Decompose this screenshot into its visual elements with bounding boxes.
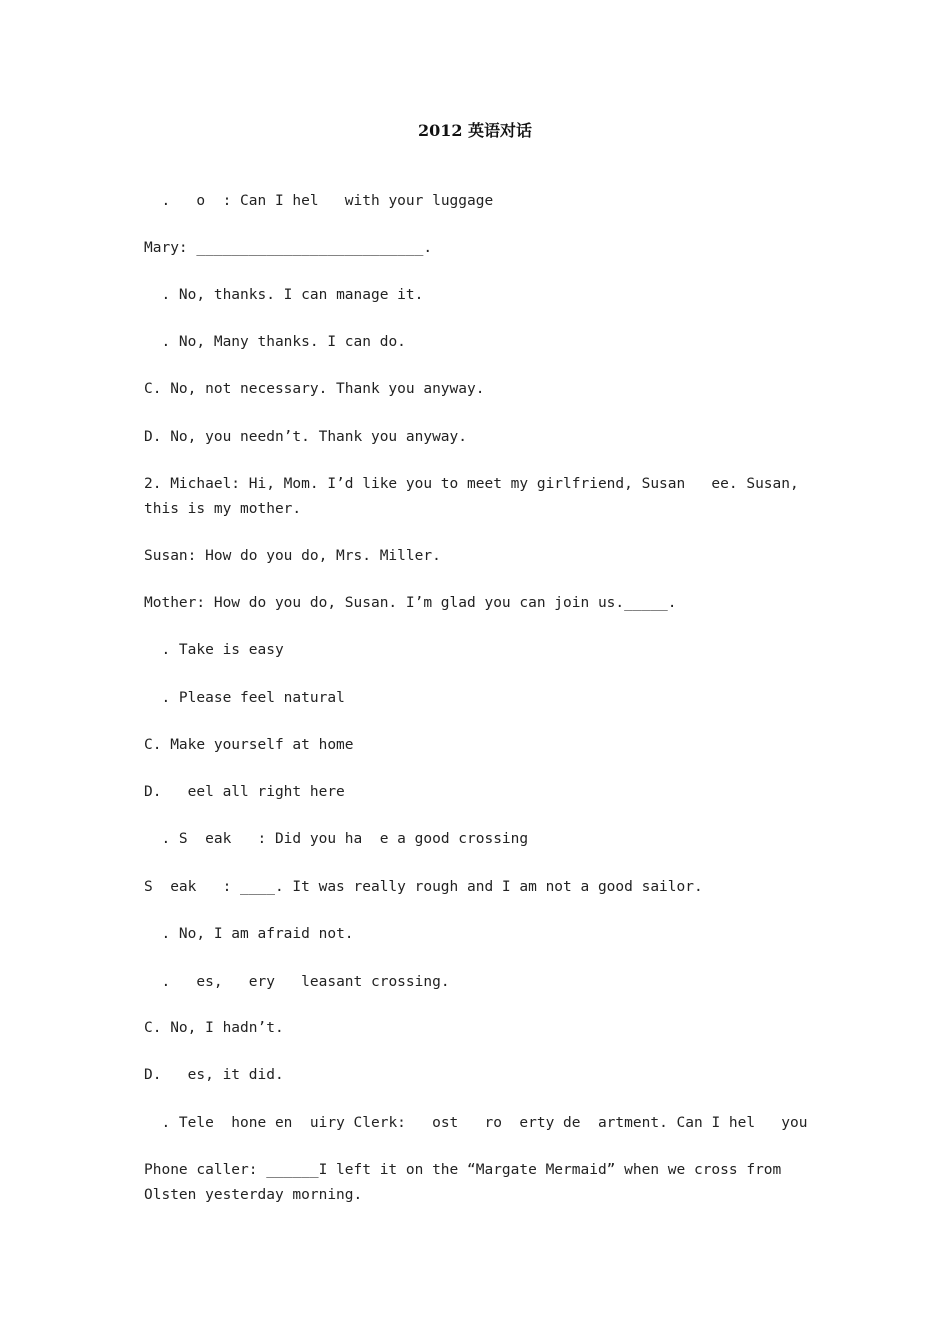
question-2-prompt: 2. Michael: Hi, Mom. I’d like you to meet my girlfriend, Susan ee. Susan, this is my mother. xyxy=(144,476,808,517)
question-1-response: Mary: __________________________. xyxy=(144,240,433,256)
question-3-option-b: . es, ery leasant crossing. xyxy=(144,974,450,990)
question-3-option-d: D. es, it did. xyxy=(144,1067,284,1083)
question-1-prompt: . o : Can I hel with your luggage xyxy=(144,193,494,209)
question-3-option-a: . No, I am afraid not. xyxy=(144,926,354,942)
question-3-option-c: C. No, I hadn’t. xyxy=(144,1020,284,1036)
question-2-option-c: C. Make yourself at home xyxy=(144,737,354,753)
question-2-option-d: D. eel all right here xyxy=(144,784,345,800)
document-title: 2012 英语对话 xyxy=(417,121,533,140)
question-2-option-a: . Take is easy xyxy=(144,642,284,658)
question-2-mother-line: Mother: How do you do, Susan. I’m glad you can join us._____. xyxy=(144,595,677,611)
question-3-prompt: . S eak : Did you ha e a good crossing xyxy=(144,831,529,847)
question-2-option-b: . Please feel natural xyxy=(144,690,345,706)
question-1-option-a: . No, thanks. I can manage it. xyxy=(144,287,424,303)
question-1-option-b: . No, Many thanks. I can do. xyxy=(144,334,406,350)
question-4-prompt: . Tele hone en uiry Clerk: ost ro erty de artment. Can I hel you xyxy=(144,1115,808,1131)
question-1-option-d: D. No, you needn’t. Thank you anyway. xyxy=(144,429,468,445)
question-3-response: S eak : ____. It was really rough and I am not a good sailor. xyxy=(144,879,703,895)
question-4-response: Phone caller: ______I left it on the “Margate Mermaid” when we cross from Olsten yesterday morning. xyxy=(144,1162,791,1203)
question-1-option-c: C. No, not necessary. Thank you anyway. xyxy=(144,381,485,397)
question-2-susan-line: Susan: How do you do, Mrs. Miller. xyxy=(144,548,441,564)
